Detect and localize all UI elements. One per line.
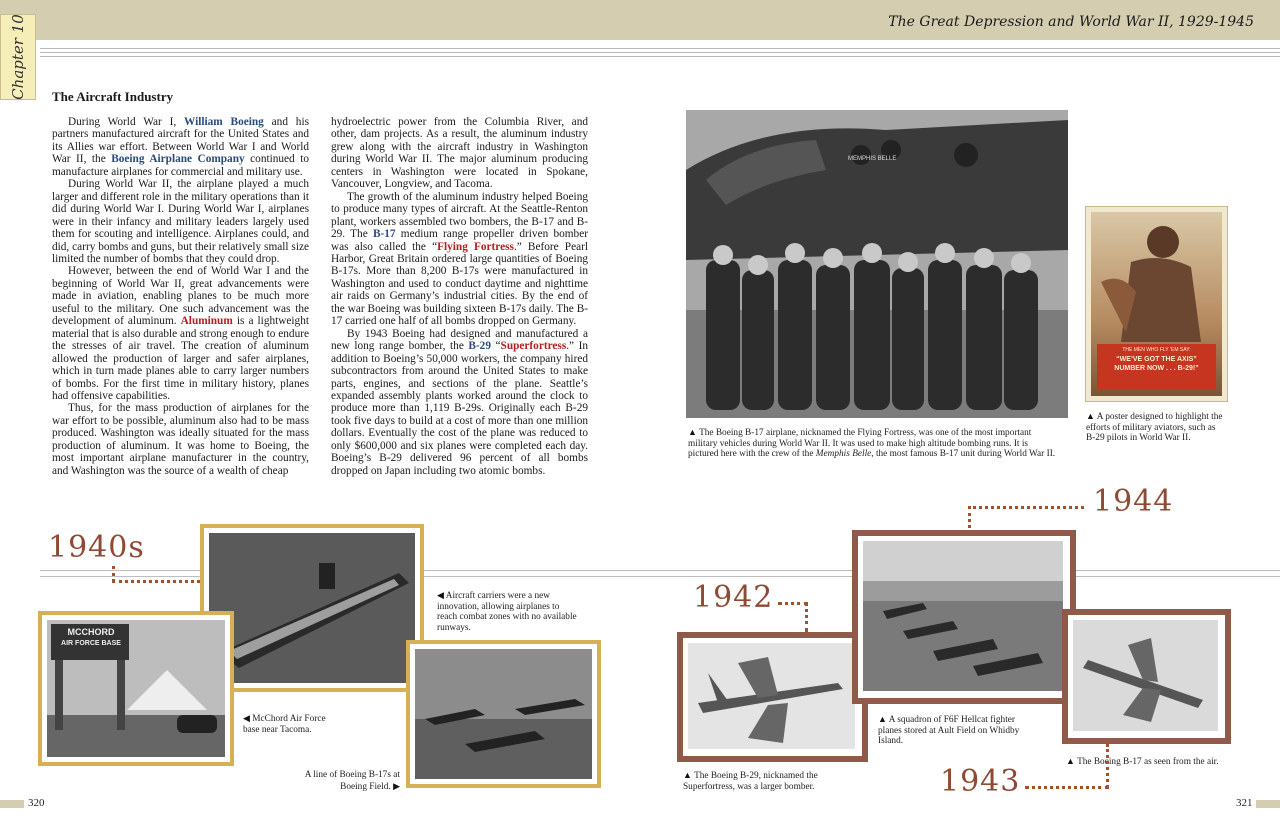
mcchord-frame: [38, 611, 234, 766]
text: continued to manufacture airplanes for commercial and military use.: [52, 153, 309, 178]
paragraph: Thus, for the mass production of airplanes for the war effort to be possible, aluminum also had to be mass produced. Washington was ideally situated for the mass production of aluminum. It was home to Boeing, the most important airplane manufacturer in the country, and Washington was the source of a wealth of cheap: [52, 402, 309, 477]
paragraph: During World War II, the airplane played a much larger and different role in the military operations than it did during World War I. During World War I, airplanes were in their infancy and military leaders largely used them for scouting and intelligence. Airplanes could, and did, carry bombs and guns, but their relatively small size limited the number of bombs that they could drop.: [52, 178, 309, 265]
hellcat-frame: [852, 530, 1076, 704]
b17-line-photo: [415, 649, 592, 779]
section-title: The Aircraft Industry: [52, 89, 174, 104]
caption-pointer-left-icon: ◀: [243, 713, 250, 723]
text: During World War I,: [68, 116, 185, 128]
text: , the most famous B-17 unit during World War II.: [871, 449, 1056, 460]
term-superfortress[interactable]: Superfortress: [500, 340, 567, 353]
header-rule: [40, 52, 1280, 53]
caption-b17-crew: [688, 427, 1060, 460]
caption-pointer-up-icon: ▲: [688, 427, 697, 437]
timeline-connector: [1106, 744, 1109, 788]
year-1942: 1942: [693, 580, 774, 615]
b17-air-illustration: [1073, 620, 1218, 731]
year-1944: 1944: [1093, 484, 1174, 519]
caption-poster: [1086, 411, 1226, 444]
b29-poster: [1085, 206, 1228, 402]
timeline-connector: [805, 602, 808, 632]
text: The growth of the aluminum industry helped Boeing to produce many types of aircraft. At the Seattle-Renton plant, workers assembled two bombers, the B-17 and B-29. The: [331, 190, 588, 241]
text: .” Before Pearl Harbor, Great Britain ordered large quantities of Boeing B-17s. More than 8,200 B-17s were manufactured in Washington and used to conduct daytime and nighttime air raids on Germany’s industrial cities. By the end of the war Boeing was building sixteen B-17s daily. The B-17 carried one half of all bombs dropped on Germany.: [331, 240, 588, 328]
text: “: [490, 340, 501, 353]
link-b17[interactable]: B-17: [372, 228, 396, 241]
paragraph: hydroelectric power from the Columbia River, and other, dam projects. As a result, the aluminum industry grew along with the aircraft industry in Washington during World War II. The major aluminum producing centers in Washington were located in Spokane, Vancouver, Longview, and Tacoma.: [331, 116, 588, 191]
text: Memphis Belle: [815, 449, 872, 460]
chapter-tab: [0, 14, 36, 100]
caption-pointer-up-icon: ▲: [1086, 411, 1095, 421]
text: The Boeing B-17 as seen from the air.: [1077, 757, 1219, 767]
hellcat-photo: [863, 541, 1063, 691]
text: A squadron of F6F Hellcat fighter planes stored at Ault Field on Whidby Island.: [878, 715, 1020, 747]
timeline-connector: [968, 506, 1084, 509]
timeline-connector: [778, 602, 808, 605]
caption-b17-line: [290, 770, 400, 792]
text-column-1: [52, 116, 309, 477]
text-column-2: [331, 116, 588, 477]
text: By 1943 Boeing had designed and manufactured a new long range bomber, the: [331, 327, 588, 353]
term-flying-fortress[interactable]: Flying Fortress: [437, 240, 514, 253]
sign-line-1: MCCHORD: [67, 627, 115, 637]
mcchord-photo: [47, 620, 225, 757]
link-b29[interactable]: B-29: [468, 340, 491, 353]
poster-line-1: THE MEN WHO FLY ’EM SAY:: [1122, 347, 1191, 353]
footer-bar-right: [1256, 800, 1280, 808]
footer-bar-left: [0, 800, 24, 808]
caption-b29: [683, 770, 853, 792]
caption-pointer-left-icon: ◀: [437, 590, 444, 600]
timeline-connector: [968, 506, 971, 528]
b17-line-illustration: [415, 649, 592, 779]
hellcat-illustration: [863, 541, 1063, 691]
text: is a lightweight material that is also durable and strong enough to endure the stresses of air travel. The creation of aluminum allowed the production of larger and safer airplanes, which in turn made planes able to carry larger numbers of bombs. For the first time in military history, planes had offensive capabilities.: [52, 315, 309, 402]
poster-line-3: NUMBER NOW . . . B-29!”: [1114, 365, 1199, 372]
b29-frame: [677, 632, 868, 762]
text: and his partners manufactured aircraft for the United States and its Allies war effort. Between World War I and World War II, the: [52, 116, 309, 166]
text: Aircraft carriers were a new innovation, allowing airplanes to reach combat zones with no available runways.: [437, 591, 577, 633]
link-william-boeing[interactable]: William Boeing: [184, 116, 264, 128]
caption-b17-air: [1066, 756, 1236, 768]
b29-illustration: [688, 643, 855, 749]
text: However, between the end of World War I and the beginning of World War II, great advancements were made in aviation, enabling planes to be much more useful to the military. One such advancement was the development of aluminum.: [52, 265, 309, 328]
running-header-title: The Great Depression and World War II, 1929-1945: [888, 14, 1254, 30]
b17-air-frame: [1062, 609, 1231, 744]
year-1940s: 1940s: [48, 530, 145, 565]
memphis-belle-crew-photo: [686, 110, 1068, 418]
caption-hellcat: [878, 714, 1038, 747]
header-rule: [40, 48, 1280, 49]
link-boeing-airplane-company[interactable]: Boeing Airplane Company: [111, 153, 245, 166]
year-1943: 1943: [940, 764, 1021, 799]
page-number-left: 320: [28, 797, 45, 809]
sign-line-2: AIR FORCE BASE: [61, 640, 121, 647]
caption-pointer-up-icon: ▲: [878, 714, 887, 724]
header-rule: [40, 56, 1280, 57]
text: A line of Boeing B-17s at Boeing Field.: [304, 770, 400, 792]
text: medium range propeller driven bomber was also called the “: [331, 228, 588, 253]
term-aluminum[interactable]: Aluminum: [180, 315, 233, 328]
b29-photo: [688, 643, 855, 749]
carrier-illustration: [209, 533, 415, 683]
caption-mcchord: [243, 713, 343, 735]
timeline-connector: [1025, 786, 1109, 789]
timeline-connector: [112, 580, 200, 583]
page-number-right: 321: [1236, 797, 1253, 809]
caption-pointer-up-icon: ▲: [683, 770, 692, 780]
aircraft-carrier-photo: [209, 533, 415, 683]
text: .” In addition to Boeing’s 50,000 workers, the company hired subcontractors from around the United States to make parts, engines, and sections of the plane. Seattle’s expanded assembly plants worked around the clock to produce more than 1,119 B-29s. Originally each B-29 took five days to build at a cost of more than one million dollars. Eventually the cost of the plane was reduced to only $600,000 and six planes were completed each day. Boeing’s B-29 delivered 96 percent of all bombs dropped on Japan including two atomic bombs.: [331, 340, 589, 477]
text: The Boeing B-29, nicknamed the Superfortress, was a larger bomber.: [683, 771, 818, 792]
poster-image: [1091, 212, 1222, 396]
caption-pointer-right-icon: ▶: [393, 780, 400, 791]
caption-pointer-up-icon: ▲: [1066, 756, 1075, 766]
b17-air-photo: [1073, 620, 1218, 731]
chapter-label: Chapter 10: [9, 14, 27, 100]
b17-line-frame: [406, 640, 601, 788]
caption-carriers: [437, 590, 577, 633]
nose-art-text: MEMPHIS BELLE: [848, 156, 897, 162]
text: McChord Air Force base near Tacoma.: [243, 714, 326, 735]
poster-line-2: “WE’VE GOT THE AXIS”: [1116, 356, 1197, 363]
text: A poster designed to highlight the efforts of military aviators, such as B-29 pilots in World War II.: [1086, 412, 1223, 444]
text: The Boeing B-17 airplane, nicknamed the Flying Fortress, was one of the most important military vehicles during World War II. It was used to make high altitude bombing runs. It is pictured here with the crew of the: [688, 428, 1032, 460]
